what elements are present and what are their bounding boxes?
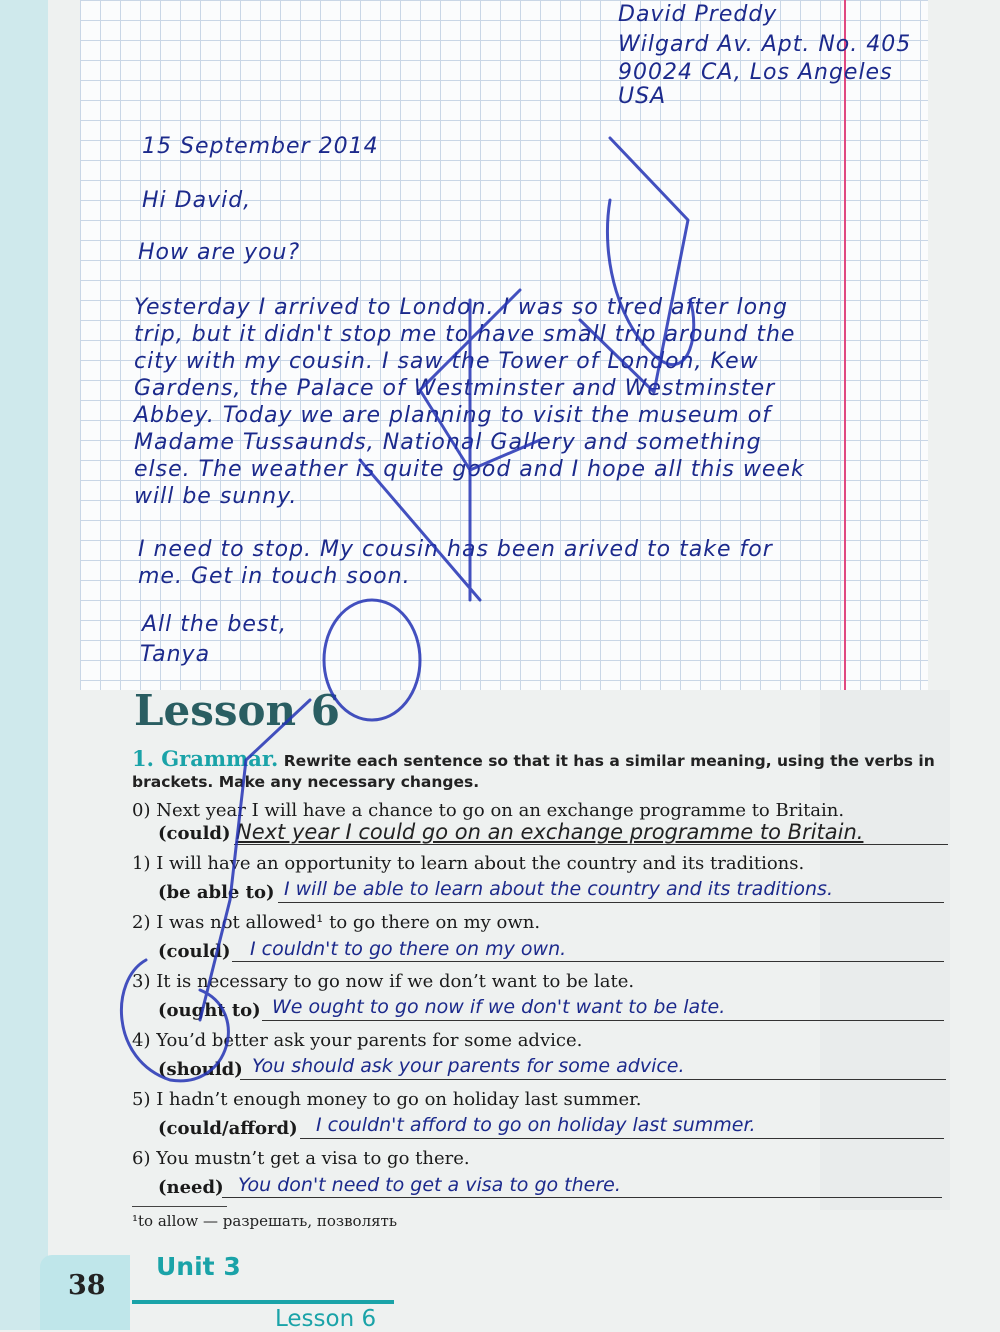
lesson-title: Lesson 6 xyxy=(134,686,340,735)
exercise-hint: (need) xyxy=(158,1177,224,1198)
exercise-hint: (could) xyxy=(158,941,231,962)
exercise-sentence: 5) I hadn’t enough money to go on holiday last summer. xyxy=(132,1089,642,1110)
answer-text: Next year I could go on an exchange programme to Britain. xyxy=(236,820,864,844)
answer-text: I couldn't afford to go on holiday last summer. xyxy=(316,1114,756,1136)
address-line: 90024 CA, Los Angeles xyxy=(618,60,893,85)
unit-label: Unit 3 xyxy=(156,1252,241,1281)
answer-text: I couldn't to go there on my own. xyxy=(250,938,567,960)
exercise-hint: (could/afford) xyxy=(158,1118,298,1139)
exercise-sentence: 0) Next year I will have a chance to go on an exchange programme to Britain. xyxy=(132,800,845,821)
exercise-hint: (ought to) xyxy=(158,1000,261,1021)
answer-text: We ought to go now if we don't want to be late. xyxy=(272,996,726,1018)
letter-greeting: Hi David, xyxy=(142,188,252,213)
footer-lesson-label: Lesson 6 xyxy=(275,1306,377,1332)
letter-date: 15 September 2014 xyxy=(142,134,379,159)
unit-rule xyxy=(132,1300,394,1304)
task-instructions xyxy=(132,748,952,793)
exercise-hint: (could) xyxy=(158,823,231,844)
address-line: Wilgard Av. Apt. No. 405 xyxy=(618,32,912,57)
address-line: USA xyxy=(618,84,667,109)
exercise-hint: (be able to) xyxy=(158,882,275,903)
exercise-sentence: 6) You mustn’t get a visa to go there. xyxy=(132,1148,470,1169)
footnote-rule xyxy=(132,1206,227,1207)
page-number: 38 xyxy=(68,1270,106,1301)
exercise-sentence: 4) You’d better ask your parents for some advice. xyxy=(132,1030,583,1051)
footnote: ¹to allow — разрешать, позволять xyxy=(132,1212,398,1230)
answer-text: You don't need to get a visa to go there. xyxy=(238,1174,621,1196)
exercise-sentence: 2) I was not allowed¹ to go there on my own. xyxy=(132,912,541,933)
margin-line xyxy=(844,0,846,690)
letter-signature: Tanya xyxy=(140,642,211,667)
exercise-hint: (should) xyxy=(158,1059,243,1080)
exercise-sentence: 1) I will have an opportunity to learn about the country and its traditions. xyxy=(132,853,805,874)
letter-body: I need to stop. My cousin has been arived to take for me. Get in touch soon. xyxy=(138,537,773,589)
letter-closing: All the best, xyxy=(142,612,287,637)
task-text: Rewrite each sentence so that it has a similar meaning, using the verbs in brackets. Make any necessary changes. xyxy=(132,752,935,791)
exercise-sentence: 3) It is necessary to go now if we don’t want to be late. xyxy=(132,971,635,992)
letter-opening: How are you? xyxy=(138,240,301,265)
address-line: David Preddy xyxy=(618,2,778,27)
answer-text: I will be able to learn about the country and its traditions. xyxy=(284,878,833,900)
answer-text: You should ask your parents for some advice. xyxy=(252,1055,685,1077)
letter-body: Yesterday I arrived to London. I was so tired after long trip, but it didn't stop me to have small trip around the city with my cousin. I saw the Tower of London, Kew Gardens, the Palace of Westminster and Westminster Abbey. Today we are planning to visit the museum of Madame Tussaunds, National Gallery and something else. The weather is quite good and I hope all this week will be sunny. xyxy=(134,295,805,509)
task-number: 1. Grammar. xyxy=(132,746,279,771)
book-spine xyxy=(0,0,48,1330)
